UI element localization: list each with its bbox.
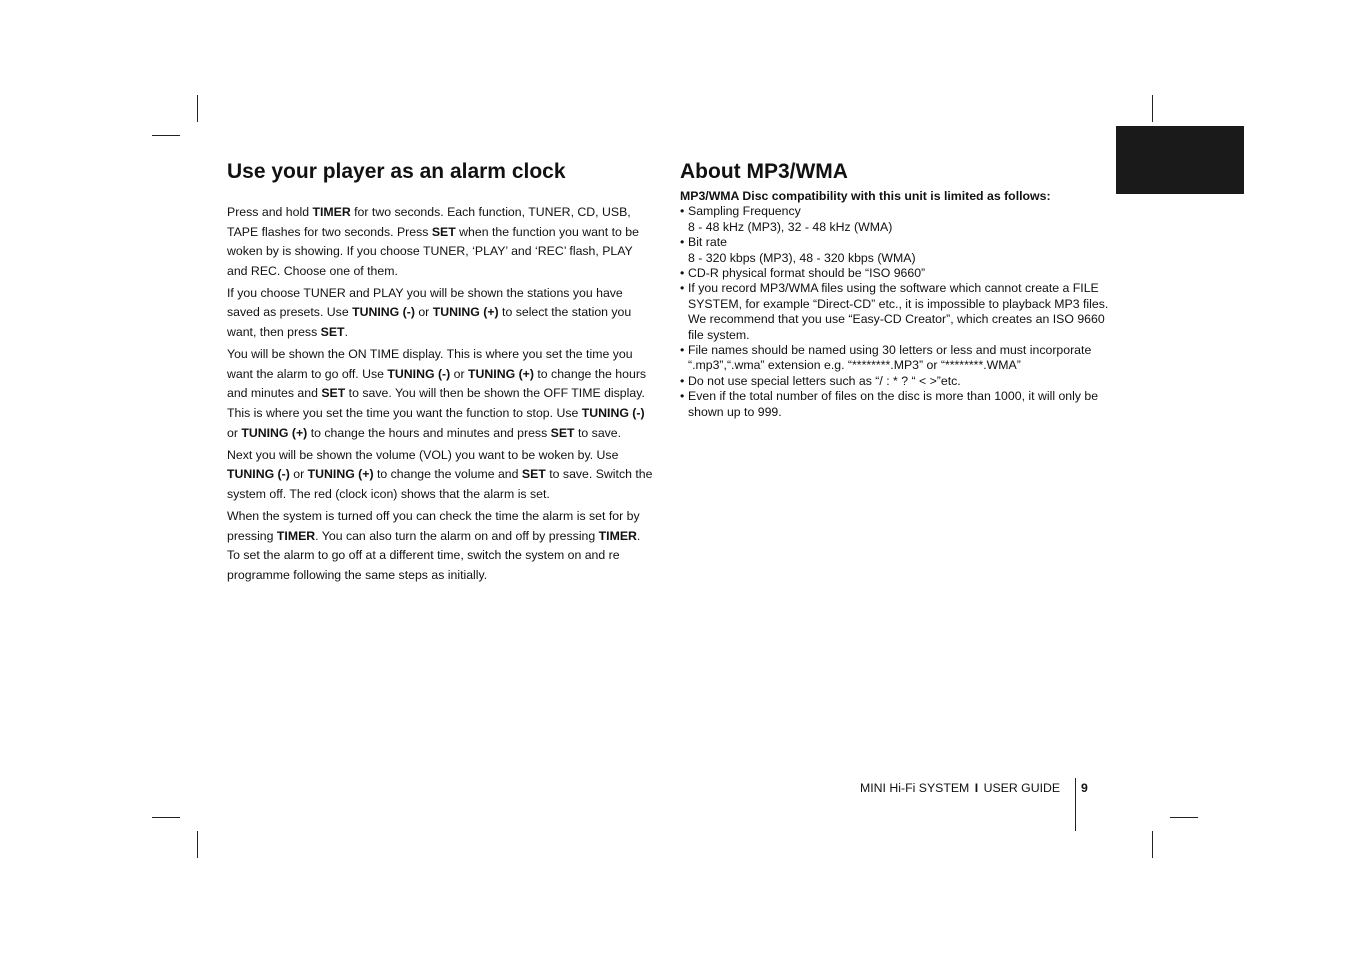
alarm-clock-title: Use your player as an alarm clock xyxy=(227,160,566,183)
text-run: . You can also turn the alarm on and off by pressing xyxy=(315,528,599,543)
compatibility-item xyxy=(680,266,1110,281)
bold-term: TUNING (-) xyxy=(387,366,451,381)
text-run: Press and hold xyxy=(227,205,313,219)
item-text: Bit rate xyxy=(688,235,727,250)
alarm-paragraph xyxy=(227,203,655,281)
bullet-icon: • xyxy=(680,281,685,296)
alarm-clock-body xyxy=(227,203,655,585)
text-run: or xyxy=(289,467,308,482)
bold-term: TIMER xyxy=(598,528,637,543)
bold-term: TIMER xyxy=(312,205,351,219)
alarm-paragraph xyxy=(227,284,655,343)
item-detail: 8 - 320 kbps (MP3), 48 - 320 kbps (WMA) xyxy=(688,250,916,265)
text-run: If you choose TUNER and PLAY you will be shown the stations you have saved as presets. Use xyxy=(227,285,623,320)
text-run: You will be shown the ON TIME display. This is where you set the time you want the alarm to go off. Use xyxy=(227,347,633,381)
bullet-icon: • xyxy=(680,389,685,404)
compatibility-item xyxy=(680,389,1110,420)
footer-rule xyxy=(1075,778,1076,831)
bold-term: TUNING (+) xyxy=(241,425,308,440)
text-run: or xyxy=(227,425,242,440)
text-run: when the function you want to be woken by is showing. If you choose TUNER, ‘PLAY’ and ‘REC’ flash, PLAY and REC. Choose one of them. xyxy=(227,224,639,278)
bold-term: TUNING (+) xyxy=(432,305,499,320)
text-run: to change the hours and minutes and xyxy=(227,366,647,401)
section-tab-block xyxy=(1116,126,1244,194)
text-run: for two seconds. Each function, TUNER, CD, USB, TAPE flashes for two seconds. Press xyxy=(227,205,631,239)
bold-term: TUNING (-) xyxy=(227,467,290,482)
crop-mark-top-right-vertical xyxy=(1152,95,1153,122)
bullet-icon: • xyxy=(680,373,685,388)
alarm-paragraph xyxy=(227,507,655,585)
item-text: Sampling Frequency xyxy=(688,204,801,219)
bold-term: TUNING (+) xyxy=(468,366,534,381)
compatibility-item xyxy=(680,343,1110,374)
text-run: to select the station you want, then press xyxy=(227,305,632,340)
text-run: or xyxy=(414,305,433,320)
compatibility-lead: MP3/WMA Disc compatibility with this unit is limited as follows: xyxy=(680,189,1051,203)
item-text: Even if the total number of files on the disc is more than 1000, it will only be shown up to 999. xyxy=(688,389,1099,419)
bullet-icon: • xyxy=(680,204,685,219)
crop-mark-bottom-right-horizontal xyxy=(1170,817,1198,818)
bold-term: TIMER xyxy=(276,528,316,543)
compatibility-item xyxy=(680,204,1110,235)
compatibility-item xyxy=(680,235,1110,266)
compatibility-item xyxy=(680,374,1110,389)
mp3-wma-body xyxy=(680,189,1110,420)
item-text: Do not use special letters such as “/ : * ? “ < >”etc. xyxy=(688,373,961,388)
crop-mark-top-left-horizontal xyxy=(152,135,180,136)
text-run: to change the volume and xyxy=(373,467,522,482)
crop-mark-top-left-vertical xyxy=(197,95,198,122)
text-run: When the system is turned off you can check the time the alarm is set for by pressing xyxy=(227,508,640,543)
item-text: CD-R physical format should be “ISO 9660” xyxy=(688,266,926,281)
footer-product: MINI Hi-Fi SYSTEM xyxy=(860,781,970,795)
mp3-wma-section xyxy=(680,160,1110,420)
text-run: . To set the alarm to go off at a different time, switch the system on and re programme following the same steps as initially. xyxy=(227,528,641,582)
text-run: to save. xyxy=(574,425,622,440)
alarm-paragraph xyxy=(227,345,655,443)
alarm-paragraph xyxy=(227,446,655,505)
bold-term: TUNING (+) xyxy=(307,467,374,482)
text-run: . xyxy=(344,325,348,340)
compatibility-list xyxy=(680,204,1110,420)
item-text: File names should be named using 30 letters or less and must incorporate “.mp3”,“.wma” extension e.g. “********.MP3” or “********.WMA” xyxy=(688,343,1092,373)
item-detail: 8 - 48 kHz (MP3), 32 - 48 kHz (WMA) xyxy=(688,219,893,234)
page-footer xyxy=(860,781,1060,795)
text-run: to save. Switch the system off. The red (clock icon) shows that the alarm is set. xyxy=(227,467,653,501)
text-run: to change the hours and minutes and press xyxy=(307,425,551,440)
bold-term: SET xyxy=(431,224,456,239)
crop-mark-bottom-left-horizontal xyxy=(152,817,180,818)
crop-mark-bottom-right-vertical xyxy=(1152,831,1153,858)
bold-term: SET xyxy=(550,425,575,440)
page-number: 9 xyxy=(1081,781,1088,795)
text-run: to save. You will then be shown the OFF TIME display. This is where you set the time you want the function to stop. Use xyxy=(227,386,645,420)
bold-term: TUNING (-) xyxy=(581,405,645,420)
bold-term: TUNING (-) xyxy=(352,305,415,320)
footer-separator: I xyxy=(974,781,979,795)
item-text: If you record MP3/WMA files using the software which cannot create a FILE SYSTEM, for example “Direct-CD” etc., it is impossible to playback MP3 files. We recommend that you use “Easy-CD Creator”, which creates an ISO 9660 file system. xyxy=(688,281,1109,342)
text-run: or xyxy=(450,366,469,381)
text-run: Next you will be shown the volume (VOL) you want to be woken by. Use xyxy=(227,447,619,462)
bullet-icon: • xyxy=(680,266,685,281)
footer-guide: USER GUIDE xyxy=(983,781,1061,795)
bullet-icon: • xyxy=(680,235,685,250)
bold-term: SET xyxy=(321,386,346,401)
alarm-clock-section xyxy=(227,160,655,588)
compatibility-item xyxy=(680,281,1110,343)
bold-term: SET xyxy=(320,325,345,340)
crop-mark-bottom-left-vertical xyxy=(197,831,198,858)
mp3-wma-title: About MP3/WMA xyxy=(680,160,848,183)
bold-term: SET xyxy=(521,467,546,482)
bullet-icon: • xyxy=(680,343,685,358)
